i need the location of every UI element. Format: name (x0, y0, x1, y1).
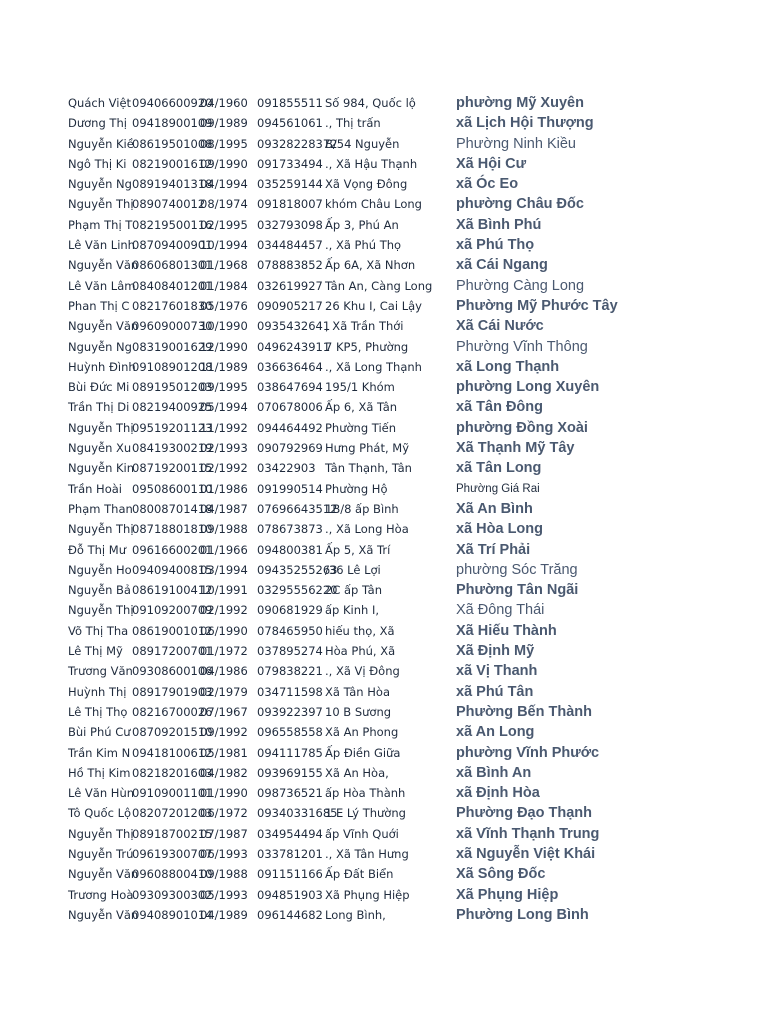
ward-cell[interactable]: xã Nguyễn Việt Khái (456, 845, 596, 862)
table-row (68, 154, 568, 174)
name-cell[interactable]: Trương Văn (68, 664, 133, 679)
phone-cell[interactable]: 090905217 (257, 298, 323, 313)
table-row (68, 377, 600, 397)
table-row (68, 702, 592, 722)
phone-cell[interactable]: 0496243911 (257, 339, 331, 354)
birth-date-cell[interactable]: 03/1994 (200, 562, 248, 577)
birth-date-cell[interactable]: 11/1992 (200, 420, 248, 435)
spreadsheet-table (68, 93, 618, 925)
name-cell[interactable]: Lê Văn Lâm (68, 278, 136, 293)
birth-date-cell[interactable]: 01/1986 (200, 481, 248, 496)
birth-date-cell[interactable]: 02/1993 (200, 441, 248, 456)
birth-date-cell[interactable]: 06/1993 (200, 846, 248, 861)
ward-cell[interactable]: xã Hòa Long (456, 521, 544, 538)
birth-date-cell[interactable]: 02/1992 (200, 603, 248, 618)
birth-date-cell[interactable]: 02/1992 (200, 461, 248, 476)
id-number-cell[interactable]: 09309300302 (132, 887, 213, 902)
phone-cell[interactable]: 078465950 (257, 623, 323, 638)
address-cell[interactable]: ., Xã Phú Thọ (325, 238, 402, 253)
table-row (68, 479, 568, 499)
id-number-cell[interactable]: 08008701418 (132, 501, 213, 516)
id-number-cell[interactable]: 08619501008 (132, 136, 213, 151)
ward-cell[interactable]: phường Mỹ Xuyên (456, 95, 584, 111)
id-number-cell[interactable]: 08408401201 (132, 278, 213, 293)
table-row (68, 194, 584, 214)
table-row (68, 905, 589, 925)
id-number-cell[interactable]: 09418900109 (132, 116, 213, 131)
phone-cell[interactable]: 094851903 (257, 887, 323, 902)
id-number-cell[interactable]: 08919401318 (132, 177, 213, 192)
table-row (68, 337, 588, 357)
name-cell[interactable]: Bùi Đức Mi (68, 380, 130, 395)
birth-date-cell[interactable]: 06/1990 (200, 623, 248, 638)
ward-cell[interactable]: Phường Bến Thành (456, 703, 592, 720)
ward-cell[interactable]: Xã Sông Đốc (456, 866, 546, 883)
table-row (68, 113, 594, 133)
ward-cell[interactable]: phường Vĩnh Phước (456, 744, 600, 761)
id-number-cell[interactable]: 09418100612 (132, 745, 213, 760)
birth-date-cell[interactable]: 09/1990 (200, 156, 248, 171)
id-number-cell[interactable]: 09616600201 (132, 542, 213, 557)
ward-cell[interactable]: xã Tân Đông (456, 399, 544, 416)
id-number-cell[interactable]: 08709201510 (132, 725, 213, 740)
phone-cell[interactable]: 091151166 (257, 867, 323, 882)
ward-cell[interactable]: xã Định Hòa (456, 785, 540, 802)
phone-cell[interactable]: 0935432641 (257, 319, 331, 334)
phone-cell[interactable]: 078673873 (257, 522, 323, 537)
birth-date-cell[interactable]: 10/1990 (200, 319, 248, 334)
id-number-cell[interactable]: 08718801810 (132, 522, 213, 537)
ward-cell[interactable]: phường Long Xuyên (456, 379, 600, 396)
address-cell[interactable]: khóm Châu Long (325, 197, 422, 212)
phone-cell[interactable]: 090792969 (257, 441, 323, 456)
address-cell[interactable]: B/54 Nguyễn (325, 136, 400, 151)
birth-date-cell[interactable]: 04/1994 (200, 177, 248, 192)
table-row (68, 783, 568, 803)
id-number-cell[interactable]: 09108901208 (132, 359, 213, 374)
table-row (68, 296, 618, 316)
name-cell[interactable]: Nguyễn Thị (68, 603, 134, 618)
ward-cell[interactable]: Xã Trí Phải (456, 541, 531, 558)
name-cell[interactable]: Đỗ Thị Mư (68, 542, 126, 557)
address-cell[interactable]: 7 KP5, Phường (325, 339, 409, 354)
id-number-cell[interactable]: 08919501203 (132, 380, 213, 395)
phone-cell[interactable]: 091990514 (257, 481, 323, 496)
phone-cell[interactable]: 038647694 (257, 380, 323, 395)
table-row (68, 235, 568, 255)
ward-cell[interactable]: phường Đồng Xoài (456, 419, 588, 436)
ward-cell[interactable]: xã Tân Long (456, 460, 542, 477)
id-number-cell[interactable]: 08606801301 (132, 258, 213, 273)
name-cell[interactable]: Nguyễn Ho (68, 562, 132, 577)
ward-cell[interactable]: xã Phú Thọ (456, 237, 535, 254)
name-cell[interactable]: Hồ Thị Kim (68, 765, 131, 780)
ward-cell[interactable]: xã Cái Ngang (456, 257, 548, 274)
name-cell[interactable]: Nguyễn Kiề (68, 136, 134, 151)
id-number-cell[interactable]: 09609000730 (132, 319, 213, 334)
table-row (68, 357, 568, 377)
ward-cell[interactable]: Phường Giá Rai (456, 482, 540, 495)
name-cell[interactable]: Bùi Phú Cư (68, 725, 131, 740)
address-cell[interactable]: ., Xã Hậu Thạnh (325, 156, 418, 171)
id-number-cell[interactable]: 08207201203 (132, 806, 213, 821)
id-number-cell[interactable]: 08709400901 (132, 238, 213, 253)
address-cell[interactable]: Phường Hộ (325, 481, 388, 496)
id-number-cell[interactable]: 08719200115 (132, 461, 213, 476)
name-cell[interactable]: Trương Hoà (68, 887, 134, 902)
table-row (68, 499, 568, 519)
address-cell[interactable]: Số 984, Quốc lộ (325, 96, 416, 110)
address-cell[interactable]: ., Xã Vị Đông (325, 664, 400, 679)
birth-date-cell[interactable]: 04/1987 (200, 501, 248, 516)
address-cell[interactable]: Xã Tân Hòa (325, 684, 390, 699)
ward-cell[interactable]: Xã An Bình (456, 500, 533, 517)
phone-cell[interactable]: 07696643512 (257, 501, 338, 516)
id-number-cell[interactable]: 09408901014 (132, 907, 213, 922)
address-cell[interactable]: Tân An, Càng Long (325, 278, 433, 293)
name-cell[interactable]: Võ Thị Tha (68, 623, 129, 638)
birth-date-cell[interactable]: 07/1987 (200, 826, 248, 841)
name-cell[interactable]: Trần Kim N (68, 745, 131, 760)
ward-cell[interactable]: Phường Ninh Kiều (456, 135, 576, 152)
ward-cell[interactable]: xã Long Thạnh (456, 358, 560, 375)
ward-cell[interactable]: xã An Long (456, 724, 535, 741)
table-row (68, 763, 568, 783)
id-number-cell[interactable]: 09308600106 (132, 664, 213, 679)
phone-cell[interactable]: 096558558 (257, 725, 323, 740)
table-row (68, 93, 584, 113)
name-cell[interactable]: Trần Thị Di (68, 400, 130, 415)
name-cell[interactable]: Nguyễn Thị (68, 522, 134, 537)
ward-cell[interactable]: Xã Hiếu Thành (456, 622, 557, 639)
table-row (68, 255, 568, 275)
id-number-cell[interactable]: 08219001612 (132, 156, 213, 171)
address-cell[interactable]: 1B/8 ấp Bình (325, 501, 399, 516)
id-number-cell[interactable]: 08219400925 (132, 400, 213, 415)
birth-date-cell[interactable]: 06/1972 (200, 806, 248, 821)
id-number-cell[interactable]: 09519201123 (132, 420, 213, 435)
table-row (68, 824, 600, 844)
ward-cell[interactable]: xã Lịch Hội Thượng (456, 115, 594, 132)
table-row (68, 215, 568, 235)
table-row (68, 418, 588, 438)
ward-cell[interactable]: Phường Long Bình (456, 906, 589, 923)
address-cell[interactable]: Ấp Đất Biển (325, 867, 394, 882)
birth-date-cell[interactable]: 11/1989 (200, 359, 248, 374)
name-cell[interactable]: Nguyễn Văn (68, 907, 139, 922)
id-number-cell[interactable]: 08419300219 (132, 441, 213, 456)
phone-cell[interactable]: 091818007 (257, 197, 323, 212)
birth-date-cell[interactable]: 07/1967 (200, 704, 248, 719)
id-number-cell[interactable]: 08216700026 (132, 704, 213, 719)
id-number-cell[interactable]: 09109001101 (132, 786, 213, 801)
name-cell[interactable]: Nguyễn Văn (68, 258, 139, 273)
address-cell[interactable]: 195/1 Khóm (325, 380, 395, 395)
table-row (68, 540, 568, 560)
name-cell[interactable]: Tô Quốc Lộ (68, 806, 132, 821)
birth-date-cell[interactable]: 12/1990 (200, 339, 248, 354)
id-number-cell[interactable]: 0890740012 (132, 197, 206, 212)
address-cell[interactable]: ., Xã Tân Hưng (325, 846, 409, 861)
ward-cell[interactable]: phường Châu Đốc (456, 196, 584, 213)
phone-cell[interactable]: 03295556220 (257, 583, 338, 598)
phone-cell[interactable]: 091855511 (257, 96, 323, 110)
birth-date-cell[interactable]: 04/1982 (200, 765, 248, 780)
birth-date-cell[interactable]: 04/1986 (200, 664, 248, 679)
id-number-cell[interactable]: 09406600920 (132, 96, 213, 110)
phone-cell[interactable]: 093922397 (257, 704, 323, 719)
birth-date-cell[interactable]: 01/1968 (200, 258, 248, 273)
address-cell[interactable]: Ấp 6, Xã Tân (325, 400, 398, 415)
address-cell[interactable]: Long Bình, (325, 907, 386, 922)
name-cell[interactable]: Trần Hoài (68, 481, 122, 496)
birth-date-cell[interactable]: 08/1974 (200, 197, 248, 212)
birth-date-cell[interactable]: 01/1990 (200, 786, 248, 801)
phone-cell[interactable]: 078883852 (257, 258, 323, 273)
table-row (68, 803, 592, 823)
id-number-cell[interactable]: 08218201603 (132, 765, 213, 780)
name-cell[interactable]: Quách Việt (68, 96, 132, 110)
name-cell[interactable]: Nguyễn Thị (68, 197, 134, 212)
id-number-cell[interactable]: 09109200709 (132, 603, 213, 618)
birth-date-cell[interactable]: 05/1994 (200, 400, 248, 415)
ward-cell[interactable]: Xã Định Mỹ (456, 643, 535, 660)
ward-cell[interactable]: xã Vĩnh Thạnh Trung (456, 825, 600, 842)
table-row (68, 621, 568, 641)
table-row (68, 276, 585, 296)
phone-cell[interactable]: 032619927 (257, 278, 323, 293)
phone-cell[interactable]: 094464492 (257, 420, 323, 435)
table-row (68, 864, 568, 884)
name-cell[interactable]: Phan Thị C (68, 298, 130, 313)
table-row (68, 600, 568, 620)
name-cell[interactable]: Nguyễn Văn (68, 319, 139, 334)
ward-cell[interactable]: Xã Cái Nước (456, 318, 544, 335)
ward-cell[interactable]: Phường Đạo Thạnh (456, 805, 592, 822)
name-cell[interactable]: Dương Thị (68, 116, 127, 131)
phone-cell[interactable]: 033781201 (257, 846, 323, 861)
phone-cell[interactable]: 094800381 (257, 542, 323, 557)
address-cell[interactable]: Xã Phụng Hiệp (325, 887, 410, 902)
birth-date-cell[interactable]: 04/1989 (200, 907, 248, 922)
id-number-cell[interactable]: 09608800410 (132, 867, 213, 882)
address-cell[interactable]: ấp Hòa Thành (325, 786, 406, 801)
id-number-cell[interactable]: 08918700215 (132, 826, 213, 841)
address-cell[interactable]: Hưng Phát, Mỹ (325, 441, 409, 456)
ward-cell[interactable]: xã Bình An (456, 764, 532, 781)
name-cell[interactable]: Huỳnh Thị (68, 684, 127, 699)
phone-cell[interactable]: 032793098 (257, 217, 323, 232)
table-row (68, 722, 568, 742)
ward-cell[interactable]: Xã Thạnh Mỹ Tây (456, 440, 575, 457)
address-cell[interactable]: Xã An Phong (325, 725, 399, 740)
birth-date-cell[interactable]: 09/1992 (200, 725, 248, 740)
ward-cell[interactable]: Phường Mỹ Phước Tây (456, 297, 618, 314)
phone-cell[interactable]: 079838221 (257, 664, 323, 679)
name-cell[interactable]: Nguyễn Xu (68, 441, 132, 456)
table-row (68, 397, 568, 417)
phone-cell[interactable]: 034711598 (257, 684, 323, 699)
phone-cell[interactable]: 035259144 (257, 177, 323, 192)
birth-date-cell[interactable]: 01/1966 (200, 542, 248, 557)
ward-cell[interactable]: xã Phú Tân (456, 683, 534, 700)
table-row (68, 316, 568, 336)
address-cell[interactable]: Ấp 6A, Xã Nhơn (325, 258, 416, 273)
id-number-cell[interactable]: 09508600110 (132, 481, 213, 496)
address-cell[interactable]: Hòa Phú, Xã (325, 644, 396, 659)
phone-cell[interactable]: 096144682 (257, 907, 323, 922)
birth-date-cell[interactable]: 09/1988 (200, 867, 248, 882)
id-number-cell[interactable]: 08319001629 (132, 339, 213, 354)
id-number-cell[interactable]: 09619300707 (132, 846, 213, 861)
id-number-cell[interactable]: 08619100412 (132, 583, 213, 598)
address-cell[interactable]: Ấp 5, Xã Trí (325, 542, 391, 557)
id-number-cell[interactable]: 08619001012 (132, 623, 213, 638)
phone-cell[interactable]: 090681929 (257, 603, 323, 618)
table-row (68, 580, 579, 600)
id-number-cell[interactable]: 08217601830 (132, 298, 213, 313)
phone-cell[interactable]: 036636464 (257, 359, 323, 374)
table-row (68, 458, 568, 478)
ward-cell[interactable]: Xã Phụng Hiệp (456, 886, 559, 903)
table-row (68, 560, 578, 580)
name-cell[interactable]: Nguyễn Thị (68, 420, 134, 435)
name-cell[interactable]: Lê Văn Linh (68, 238, 135, 253)
phone-cell[interactable]: 093969155 (257, 765, 323, 780)
ward-cell[interactable]: Phường Vĩnh Thông (456, 338, 588, 355)
phone-cell[interactable]: 034484457 (257, 238, 323, 253)
name-cell[interactable]: Ngô Thị Ki (68, 156, 127, 171)
ward-cell[interactable]: xã Óc Eo (456, 176, 519, 193)
name-cell[interactable]: Nguyễn Kin (68, 461, 135, 476)
ward-cell[interactable]: phường Sóc Trăng (456, 561, 578, 578)
address-cell[interactable]: hiếu thọ, Xã (325, 623, 395, 638)
phone-cell[interactable]: 09328228372 (257, 136, 338, 151)
address-cell[interactable]: Tân Thạnh, Tân (325, 461, 412, 476)
address-cell[interactable]: ấp Vĩnh Quới (325, 826, 399, 841)
table-row (68, 641, 568, 661)
birth-date-cell[interactable]: 02/1979 (200, 684, 248, 699)
name-cell[interactable]: Huỳnh Đình (68, 359, 136, 374)
birth-date-cell[interactable]: 09/1989 (200, 116, 248, 131)
id-number-cell[interactable]: 08917200701 (132, 644, 213, 659)
address-cell[interactable]: /36 Lê Lợi (325, 562, 381, 577)
ward-cell[interactable]: Xã Hội Cư (456, 155, 527, 172)
birth-date-cell[interactable]: 10/1991 (200, 583, 248, 598)
address-cell[interactable]: 1 E Lý Thường (325, 806, 406, 821)
phone-cell[interactable]: 094561061 (257, 116, 323, 131)
birth-date-cell[interactable]: 05/1993 (200, 887, 248, 902)
birth-date-cell[interactable]: 04/1960 (200, 96, 248, 110)
address-cell[interactable]: , Xã Trần Thới (325, 319, 404, 334)
address-cell[interactable]: Phường Tiến (325, 420, 397, 435)
address-cell[interactable]: ., Thị trấn (325, 116, 381, 131)
address-cell[interactable]: ấp Kinh I, (325, 603, 380, 618)
birth-date-cell[interactable]: 05/1981 (200, 745, 248, 760)
table-row (68, 743, 600, 763)
name-cell[interactable]: Nguyễn Thị (68, 826, 134, 841)
address-cell[interactable]: 2C ấp Tân (325, 583, 383, 598)
ward-cell[interactable]: Phường Tân Ngãi (456, 582, 579, 599)
name-cell[interactable]: Lê Thị Mỹ (68, 644, 123, 659)
address-cell[interactable]: Ấp 3, Phú An (325, 217, 399, 232)
birth-date-cell[interactable]: 01/1984 (200, 278, 248, 293)
birth-date-cell[interactable]: 09/1988 (200, 522, 248, 537)
id-number-cell[interactable]: 08917901903 (132, 684, 213, 699)
phone-cell[interactable]: 070678006 (257, 400, 323, 415)
ward-cell[interactable]: xã Vị Thanh (456, 663, 538, 680)
address-cell[interactable]: Xã An Hòa, (325, 765, 389, 780)
table-row (68, 519, 568, 539)
address-cell[interactable]: Xã Vọng Đông (325, 177, 408, 192)
phone-cell[interactable]: 034954494 (257, 826, 323, 841)
name-cell[interactable]: Phạm Thị T (68, 217, 133, 232)
table-row (68, 844, 596, 864)
birth-date-cell[interactable]: 10/1994 (200, 238, 248, 253)
phone-cell[interactable]: 09340331685 (257, 806, 338, 821)
phone-cell[interactable]: 037895274 (257, 644, 323, 659)
address-cell[interactable]: ., Xã Long Thạnh (325, 359, 422, 374)
birth-date-cell[interactable]: 09/1995 (200, 380, 248, 395)
address-cell[interactable]: 26 Khu I, Cai Lậy (325, 298, 422, 313)
name-cell[interactable]: Nguyễn Ng (68, 177, 132, 192)
address-cell[interactable]: ., Xã Long Hòa (325, 522, 409, 537)
name-cell[interactable]: Nguyễn Ng (68, 339, 132, 354)
id-number-cell[interactable]: 08219500116 (132, 217, 213, 232)
address-cell[interactable]: Ấp Điền Giữa (325, 745, 401, 760)
table-row (68, 134, 576, 154)
table-row (68, 682, 568, 702)
phone-cell[interactable]: 03422903 (257, 461, 316, 476)
table-row (68, 661, 568, 681)
phone-cell[interactable]: 098736521 (257, 786, 323, 801)
birth-date-cell[interactable]: 08/1995 (200, 136, 248, 151)
address-cell[interactable]: 10 B Sương (325, 704, 392, 719)
name-cell[interactable]: Nguyễn Trú (68, 846, 134, 861)
table-row (68, 885, 568, 905)
birth-date-cell[interactable]: 02/1995 (200, 217, 248, 232)
id-number-cell[interactable]: 09409400815 (132, 562, 213, 577)
birth-date-cell[interactable]: 05/1976 (200, 298, 248, 313)
phone-cell[interactable]: 091733494 (257, 156, 323, 171)
name-cell[interactable]: Lê Thị Thọ (68, 704, 128, 719)
birth-date-cell[interactable]: 01/1972 (200, 644, 248, 659)
name-cell[interactable]: Lê Văn Hùn (68, 786, 135, 801)
table-row (68, 438, 575, 458)
name-cell[interactable]: Nguyễn Bả (68, 583, 131, 598)
name-cell[interactable]: Phạm Than (68, 501, 133, 516)
phone-cell[interactable]: 094111785 (257, 745, 323, 760)
ward-cell[interactable]: Xã Đông Thái (456, 602, 545, 619)
table-row (68, 174, 568, 194)
name-cell[interactable]: Nguyễn Văn (68, 867, 139, 882)
ward-cell[interactable]: Phường Càng Long (456, 277, 585, 294)
ward-cell[interactable]: Xã Bình Phú (456, 216, 542, 233)
phone-cell[interactable]: 09435255263 (257, 562, 338, 577)
